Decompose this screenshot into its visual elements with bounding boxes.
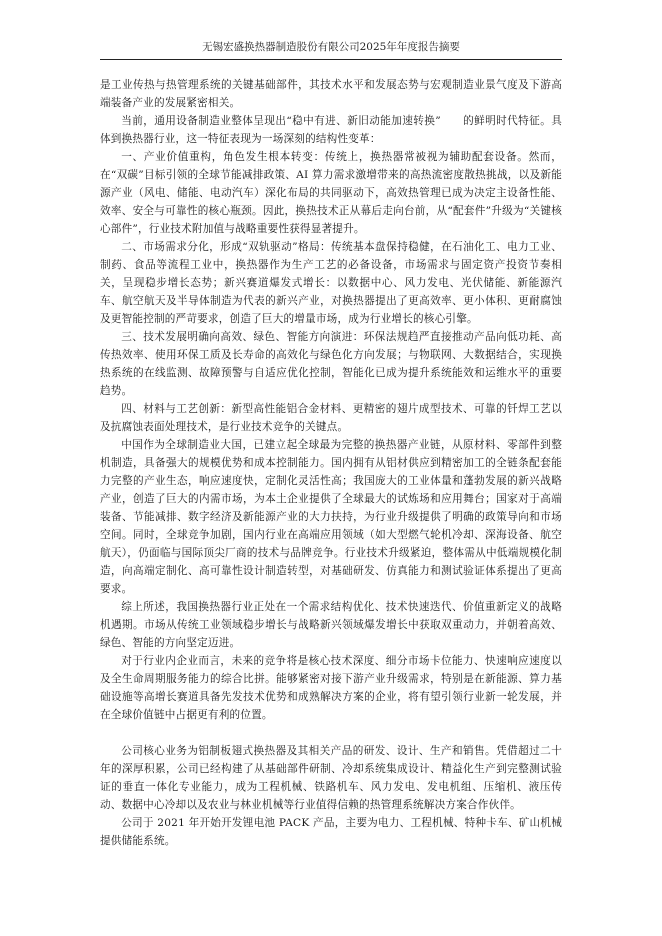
paragraph-market-demand: 二、市场需求分化，形成“双轨驱动”格局：传统基本盘保持稳健，在石油化工、电力工业、制药、食品等流程工业中，换热器作为生产工艺的必备设备，市场需求与固定资产投资节奏相关，呈现稳步增长态势；新兴赛道爆发式增长：以数据中心、风力发电、光伏储能、新能源汽车、航空航天及半导体制造为代表的新兴产业，对换热器提出了更高效率、更小体积、更耐腐蚀及更智能控制的严苛要求，创造了巨大的增量市场，成为行业增长的核心引擎。 (100, 241, 562, 325)
section-gap (100, 724, 562, 742)
paragraph-continuation: 是工业传热与热管理系统的关键基础部件，其技术水平和发展态势与宏观制造业景气度及下游高端装备产业的发展紧密相关。 (100, 79, 562, 109)
paragraph-battery-pack: 公司于 2021 年开始开发锂电池 PACK 产品，主要为电力、工程机械、特种卡车、矿山机械提供储能系统。 (100, 817, 562, 847)
paragraph-technology-trend: 三、技术发展明确向高效、绿色、智能方向演进：环保法规趋严直接推动产品向低功耗、高传热效率、使用环保工质及长寿命的高效化与绿色化方向发展；与物联网、大数据结合，实现换热系统的在线监测、故障预警与自适应优化控制，智能化已成为提升系统能效和运维水平的重要趋势。 (100, 331, 562, 397)
paragraph-competition: 对于行业内企业而言，未来的竞争将是核心技术深度、细分市场卡位能力、快速响应速度以及全生命周期服务能力的综合比拼。能够紧密对接下游产业升级需求，特别是在新能源、算力基础设施等高增长赛道具备先发技术优势和成熟解决方案的企业，将有望引领行业新一轮发展，并在全球价值链中占据更有利的位置。 (100, 655, 562, 721)
page-header: 无锡宏盛换热器制造股份有限公司2025年年度报告摘要 (100, 40, 562, 60)
paragraph-industry-overview: 当前，通用设备制造业整体呈现出“稳中有进、新旧动能加速转换” 的鲜明时代特征。具体到换热器行业，这一特征表现为一场深刻的结构性变革： (100, 115, 562, 145)
paragraph-core-business: 公司核心业务为铝制板翅式换热器及其相关产品的研发、设计、生产和销售。凭借超过二十年的深厚积累，公司已经构建了从基础部件研制、冷却系统集成设计、精益化生产到完整测试验证的垂直一体化专业能力，成为工程机械、铁路机车、风力发电、发电机组、压缩机、液压传动、数据中心冷却以及农业与林业机械等行业值得信赖的热管理系统解决方案合作伙伴。 (100, 745, 562, 811)
paragraph-summary: 综上所述，我国换热器行业正处在一个需求结构优化、技术快速迭代、价值重新定义的战略机遇期。市场从传统工业领域稳步增长与战略新兴领域爆发增长中获取双重动力，并朝着高效、绿色、智能的方向坚定迈进。 (100, 601, 562, 649)
paragraph-china-industry: 中国作为全球制造业大国，已建立起全球最为完整的换热器产业链，从原材料、零部件到整机制造，具备强大的规模优势和成本控制能力。国内拥有从铝材供应到精密加工的全链条配套能力完整的产业生态，响应速度快，定制化灵活性高；我国庞大的工业体量和蓬勃发展的新兴战略产业，创造了巨大的内需市场，为本土企业提供了全球最大的试炼场和应用舞台；国家对于高端装备、节能减排、数字经济及新能源产业的大力扶持，为行业升级提供了明确的政策导向和市场空间。同时，全球竞争加剧，国内行业在高端应用领域（如大型燃气轮机冷却、深海设备、航空航天），仍面临与国际顶尖厂商的技术与品牌竞争。行业技术升级紧迫，整体需从中低端规模化制造，向高端定制化、高可靠性设计制造转型，对基础研发、仿真能力和测试验证体系提出了更高要求。 (100, 439, 562, 595)
paragraph-materials-process: 四、材料与工艺创新：新型高性能铝合金材料、更精密的翅片成型技术、可靠的钎焊工艺以及抗腐蚀表面处理技术，是行业技术竞争的关键点。 (100, 403, 562, 433)
paragraph-value-restructuring: 一、产业价值重构，角色发生根本转变：传统上，换热器常被视为辅助配套设备。然而，在“双碳”目标引领的全球节能减排政策、AI 算力需求激增带来的高热流密度散热挑战，以及新能源产业（风电、储能、电动汽车）深化布局的共同驱动下，高效热管理已成为决定主设备性能、效率、安全与可靠性的核心瓶颈。因此，换热技术正从幕后走向台前，从“配套件”升级为“关键核心部件”，行业技术附加值与战略重要性获得显著提升。 (100, 151, 562, 235)
report-body (100, 76, 562, 850)
